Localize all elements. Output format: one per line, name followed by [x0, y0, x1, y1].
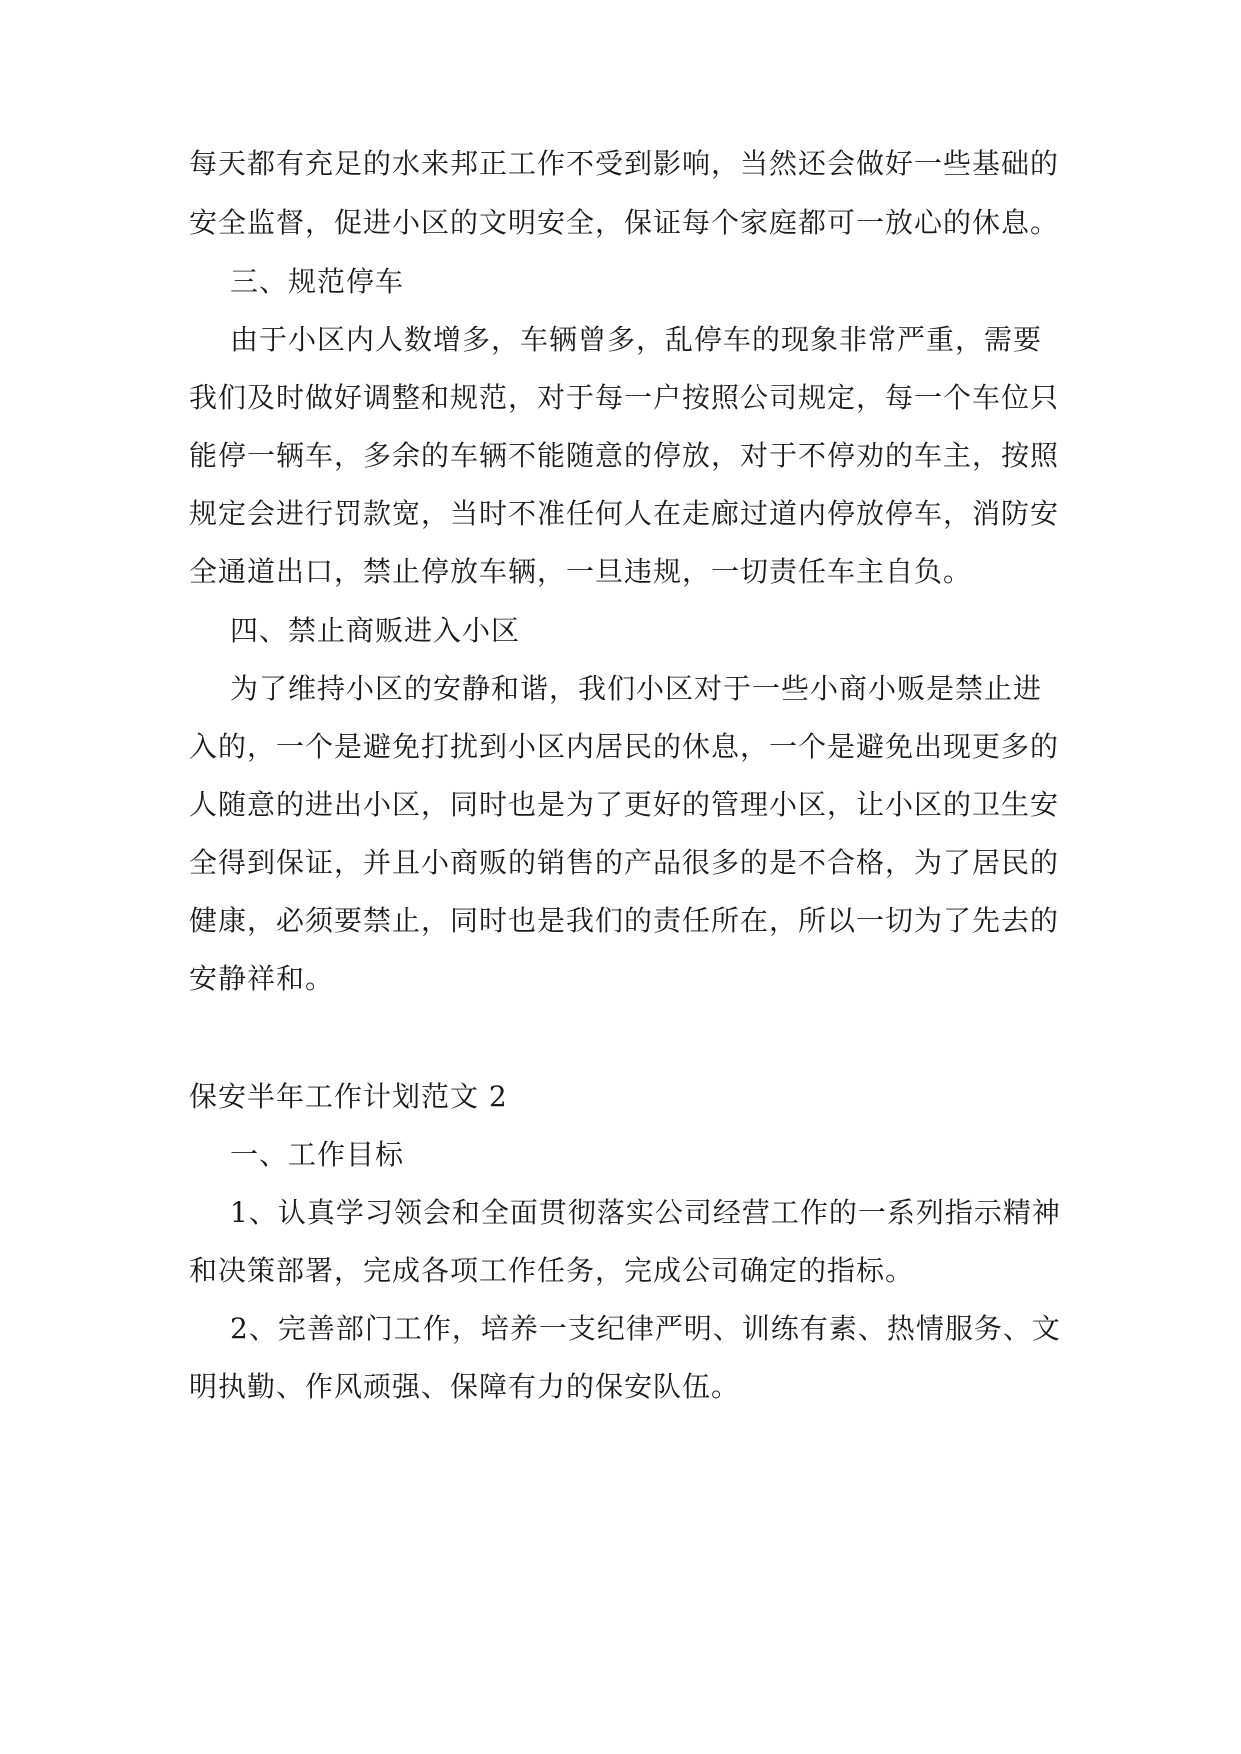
paragraph-line: 我们及时做好调整和规范，对于每一户按照公司规定，每一个车位只	[189, 381, 1060, 414]
paragraph-line: 安静祥和。	[189, 962, 335, 995]
section-heading: 三、规范停车	[230, 265, 405, 298]
paragraph-line: 规定会进行罚款宽，当时不准任何人在走廊过道内停放停车，消防安	[189, 497, 1060, 530]
section-heading: 四、禁止商贩进入小区	[230, 614, 521, 647]
paragraph-line: 每天都有充足的水来邦正工作不受到影响，当然还会做好一些基础的	[189, 147, 1060, 180]
paragraph-line: 入的，一个是避免打扰到小区内居民的休息，一个是避免出现更多的	[189, 730, 1060, 763]
section-heading: 一、工作目标	[230, 1138, 405, 1171]
paragraph-line: 能停一辆车，多余的车辆不能随意的停放，对于不停劝的车主，按照	[189, 439, 1060, 472]
paragraph-line: 人随意的进出小区，同时也是为了更好的管理小区，让小区的卫生安	[189, 788, 1060, 821]
paragraph-line: 为了维持小区的安静和谐，我们小区对于一些小商小贩是禁止进	[230, 672, 1043, 705]
paragraph-line: 明执勤、作风顽强、保障有力的保安队伍。	[189, 1370, 741, 1403]
paragraph-line: 安全监督，促进小区的文明安全，保证每个家庭都可一放心的休息。	[189, 206, 1060, 239]
paragraph-line: 全得到保证，并且小商贩的销售的产品很多的是不合格，为了居民的	[189, 846, 1060, 879]
paragraph-line: 2、完善部门工作，培养一支纪律严明、训练有素、热情服务、文	[230, 1312, 1061, 1345]
paragraph-line: 和决策部署，完成各项工作任务，完成公司确定的指标。	[189, 1254, 915, 1287]
paragraph-line: 1、认真学习领会和全面贯彻落实公司经营工作的一系列指示精神	[230, 1196, 1061, 1229]
paragraph-line: 全通道出口，禁止停放车辆，一旦违规，一切责任车主自负。	[189, 555, 973, 588]
document-title: 保安半年工作计划范文 2	[189, 1080, 508, 1113]
paragraph-line: 健康，必须要禁止，同时也是我们的责任所在，所以一切为了先去的	[189, 904, 1060, 937]
paragraph-line: 由于小区内人数增多，车辆曾多，乱停车的现象非常严重，需要	[230, 323, 1043, 356]
